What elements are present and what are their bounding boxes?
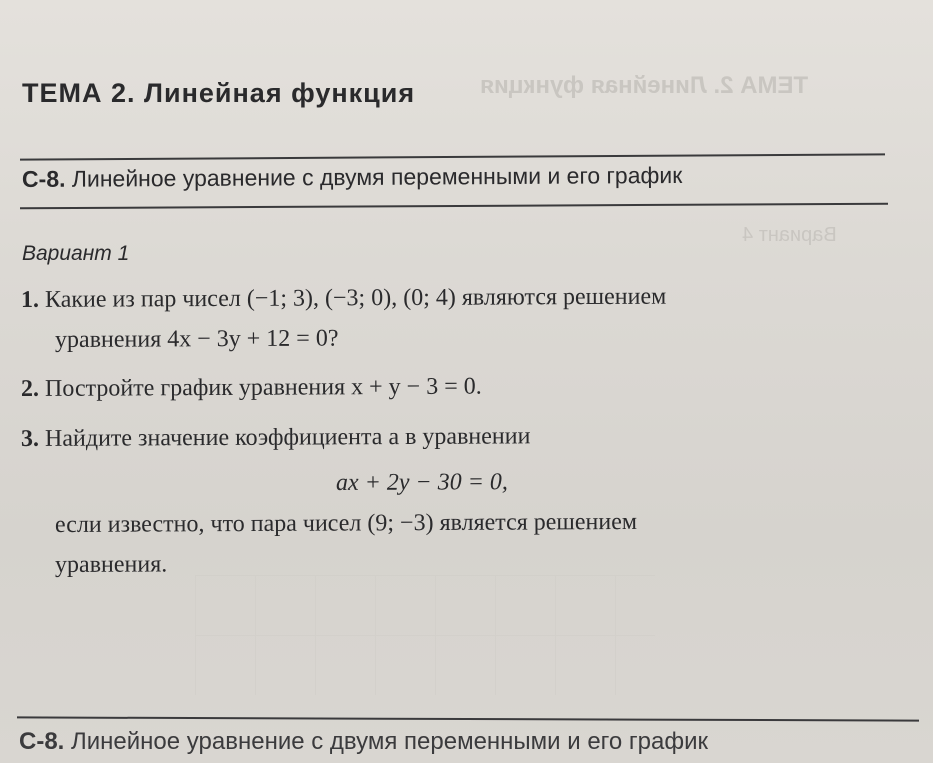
footer-code: С-8.: [19, 728, 65, 755]
section-code: С-8.: [21, 165, 66, 192]
section-bottom-rule: [20, 203, 888, 210]
problem-3-equation: ax + 2y − 30 = 0,: [335, 469, 508, 496]
next-page-heading: [19, 728, 708, 756]
problem-2-text: Постройте график уравнения x + y − 3 = 0.: [44, 373, 482, 402]
theme-label: ТЕМА 2.: [22, 78, 136, 108]
problem-1-text: Какие из пар чисел (−1; 3), (−3; 0), (0; 4) являются решением: [44, 283, 667, 313]
section-heading: [22, 162, 682, 193]
problem-3-line-2: если известно, что пара чисел (9; −3) является решением: [54, 508, 638, 538]
problem-1-number: 1.: [20, 286, 40, 313]
problem-1-line-2: уравнения 4x − 3y + 12 = 0?: [54, 325, 339, 353]
problem-3-line-1: [21, 419, 531, 456]
theme-title: Линейная функция: [144, 78, 416, 108]
reverse-page-show-through: ТЕМА 2. Линейная функция: [480, 72, 809, 99]
problem-2-number: 2.: [20, 375, 40, 402]
reverse-page-grid-ghost: [195, 575, 655, 695]
footer-rule: [17, 716, 919, 721]
footer-title: Линейное уравнение с двумя переменными и его график: [71, 728, 709, 755]
problem-3-number: 3.: [20, 425, 40, 452]
problem-3-line-3: уравнения.: [54, 551, 168, 578]
theme-heading: [22, 78, 415, 109]
problem-3-text: Найдите значение коэффициента a в уравнении: [44, 423, 531, 452]
variant-label: Вариант 1: [22, 242, 130, 265]
section-title: Линейное уравнение с двумя переменными и его график: [71, 161, 683, 192]
reverse-page-show-through-variant: Вариант 4: [742, 224, 837, 246]
problem-1-line-1: [21, 280, 666, 317]
section-top-rule: [20, 153, 885, 160]
problem-2: [21, 370, 482, 406]
